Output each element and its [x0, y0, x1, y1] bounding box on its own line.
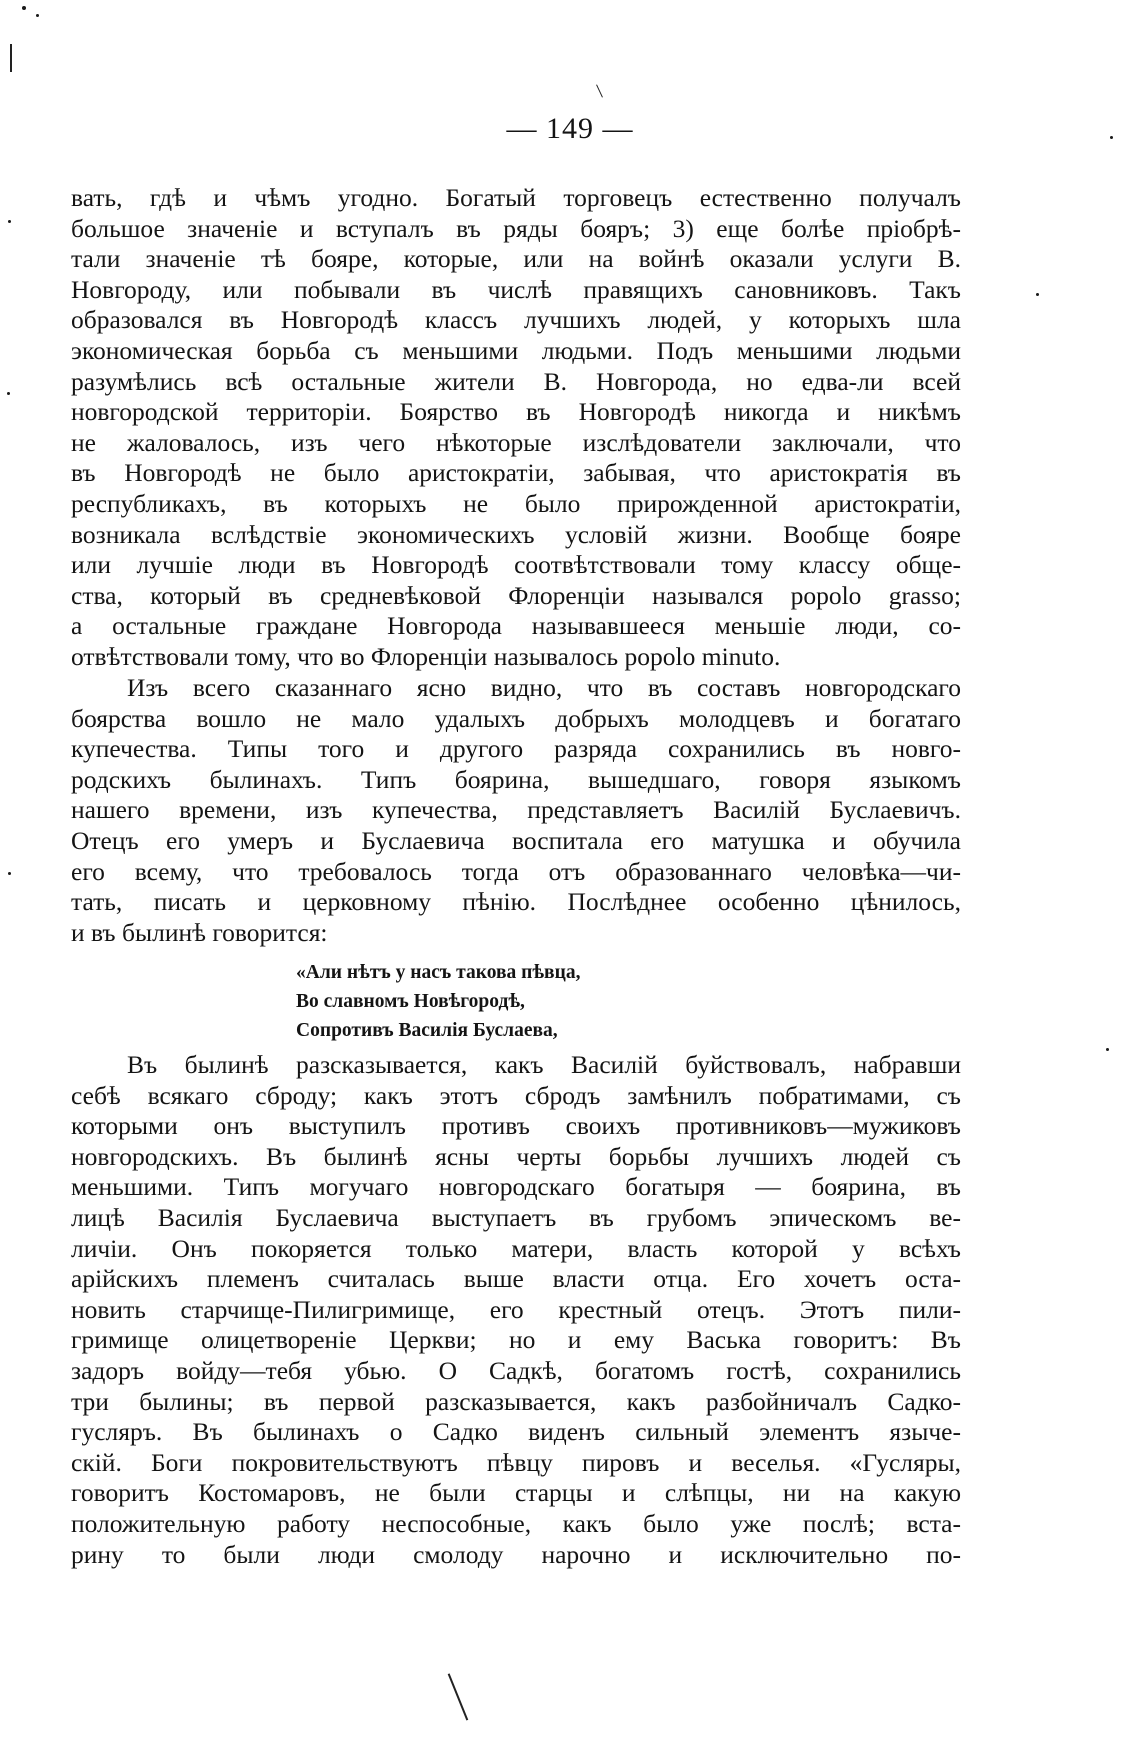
text-line: скій. Боги покровительствуютъ пѣвцу пировъ и веселья. «Гусляры,	[71, 1447, 961, 1477]
text-line: новгородской территоріи. Боярство въ Новгородѣ никогда и никѣмъ	[71, 397, 961, 427]
text-line: лицѣ Василія Буслаевича выступаетъ въ грубомъ эпическомъ ве-	[71, 1202, 961, 1232]
text-line: большое значеніе и вступалъ въ ряды бояръ; 3) еще болѣе пріобрѣ-	[71, 213, 961, 243]
text-line: ства, который въ средневѣковой Флоренціи назывался popolo grasso;	[71, 580, 961, 610]
text-line: республикахъ, въ которыхъ не было прирожденной аристократіи,	[71, 488, 961, 518]
text-line: новить старчище-Пилигримище, его крестный отецъ. Этотъ пили-	[71, 1294, 961, 1324]
scan-speck	[8, 872, 11, 875]
text-line: гусляръ. Въ былинахъ о Садко виденъ сильный элементъ языче-	[71, 1417, 961, 1447]
text-line: меньшими. Типъ могучаго новгородскаго богатыря — боярина, въ	[71, 1172, 961, 1202]
text-line: Новгороду, или побывали въ числѣ правящихъ сановниковъ. Такъ	[71, 274, 961, 304]
paragraph-3	[71, 1050, 961, 1570]
text-line: не жаловалось, изъ чего нѣкоторые изслѣдователи заключали, что	[71, 427, 961, 457]
text-line: отвѣтствовали тому, что во Флоренціи называлось popolo minuto.	[71, 641, 781, 671]
scan-speck	[7, 392, 10, 395]
text-line: образовался въ Новгородѣ классъ лучшихъ людей, у которыхъ шла	[71, 305, 961, 335]
text-line: тали значеніе тѣ бояре, которые, или на войнѣ оказали услуги В.	[71, 244, 961, 274]
scan-speck	[1036, 293, 1039, 296]
text-line: три былины; въ первой разсказывается, какъ разбойничалъ Садко-	[71, 1386, 961, 1416]
text-line: новгородскихъ. Въ былинѣ ясны черты борьбы лучшихъ людей съ	[71, 1141, 961, 1171]
text-line: Въ былинѣ разсказывается, какъ Василій буйствовалъ, набравши	[127, 1050, 961, 1079]
text-line: разумѣлись всѣ остальные жители В. Новгорода, но едва-ли всей	[71, 366, 961, 396]
verse-quote	[296, 958, 816, 1045]
verse-line: Во славномъ Новѣгородѣ,	[296, 991, 525, 1012]
text-line: боярства вошло не мало удалыхъ добрыхъ молодцевъ и богатаго	[71, 703, 961, 733]
text-line: положительную работу неспособные, какъ было уже послѣ; вста-	[71, 1508, 961, 1538]
text-line: Изъ всего сказаннаго ясно видно, что въ составъ новгородскаго	[127, 673, 961, 702]
text-line: купечества. Типы того и другого разряда сохранились въ новго-	[71, 734, 961, 764]
scan-speck	[22, 6, 26, 10]
text-line: его всему, что требовалось тогда отъ образованнаго человѣка—чи-	[71, 856, 961, 886]
verse-line: «Али нѣтъ у насъ такова пѣвца,	[296, 962, 581, 983]
paragraph-2	[71, 673, 961, 948]
text-line: себѣ всякаго сброду; какъ этотъ сбродъ замѣнилъ побратимами, съ	[71, 1080, 961, 1110]
text-line: Отецъ его умеръ и Буслаевича воспитала его матушка и обучила	[71, 825, 961, 855]
text-line: нашего времени, изъ купечества, представляетъ Василій Буслаевичъ.	[71, 795, 961, 825]
text-line: арійскихъ племенъ считалась выше власти отца. Его хочетъ оста-	[71, 1264, 961, 1294]
scan-speck	[36, 14, 39, 17]
text-line: которыми онъ выступилъ противъ своихъ противниковъ—мужиковъ	[71, 1111, 961, 1141]
scan-mark	[10, 44, 12, 72]
text-line: или лучшіе люди въ Новгородѣ соотвѣтствовали тому классу обще-	[71, 550, 961, 580]
text-line: рину то были люди смолоду нарочно и исключительно по-	[71, 1539, 961, 1569]
text-line: родскихъ былинахъ. Типъ боярина, вышедшаго, говоря языкомъ	[71, 764, 961, 794]
text-line: экономическая борьба съ меньшими людьми. Подъ меньшими людьми	[71, 335, 961, 365]
text-line: личіи. Онъ покоряется только матери, власть которой у всѣхъ	[71, 1233, 961, 1263]
text-line: а остальные граждане Новгорода называвшееся меньшіе люди, со-	[71, 611, 961, 641]
scan-mark	[596, 84, 603, 97]
text-line: возникала вслѣдствіе экономическихъ условій жизни. Вообще бояре	[71, 519, 961, 549]
text-line: задоръ войду—тебя убью. О Садкѣ, богатомъ гостѣ, сохранились	[71, 1355, 961, 1385]
scan-mark	[448, 1674, 468, 1721]
scan-speck	[8, 220, 11, 223]
text-line: гримище олицетвореніе Церкви; но и ему Васька говоритъ: Въ	[71, 1325, 961, 1355]
text-line: вать, гдѣ и чѣмъ угодно. Богатый торговецъ естественно получалъ	[71, 183, 961, 212]
text-line: говоритъ Костомаровъ, не были старцы и слѣпцы, ни на какую	[71, 1478, 961, 1508]
paragraph-1	[71, 183, 961, 673]
page-number: — 149 —	[506, 112, 634, 145]
scan-speck	[1106, 1048, 1109, 1051]
text-line: въ Новгородѣ не было аристократіи, забывая, что аристократія въ	[71, 458, 961, 488]
text-line: и въ былинѣ говорится:	[71, 917, 328, 947]
text-line: тать, писать и церковному пѣнію. Послѣднее особенно цѣнилось,	[71, 887, 961, 917]
verse-line: Сопротивъ Василія Буслаева,	[296, 1020, 558, 1041]
